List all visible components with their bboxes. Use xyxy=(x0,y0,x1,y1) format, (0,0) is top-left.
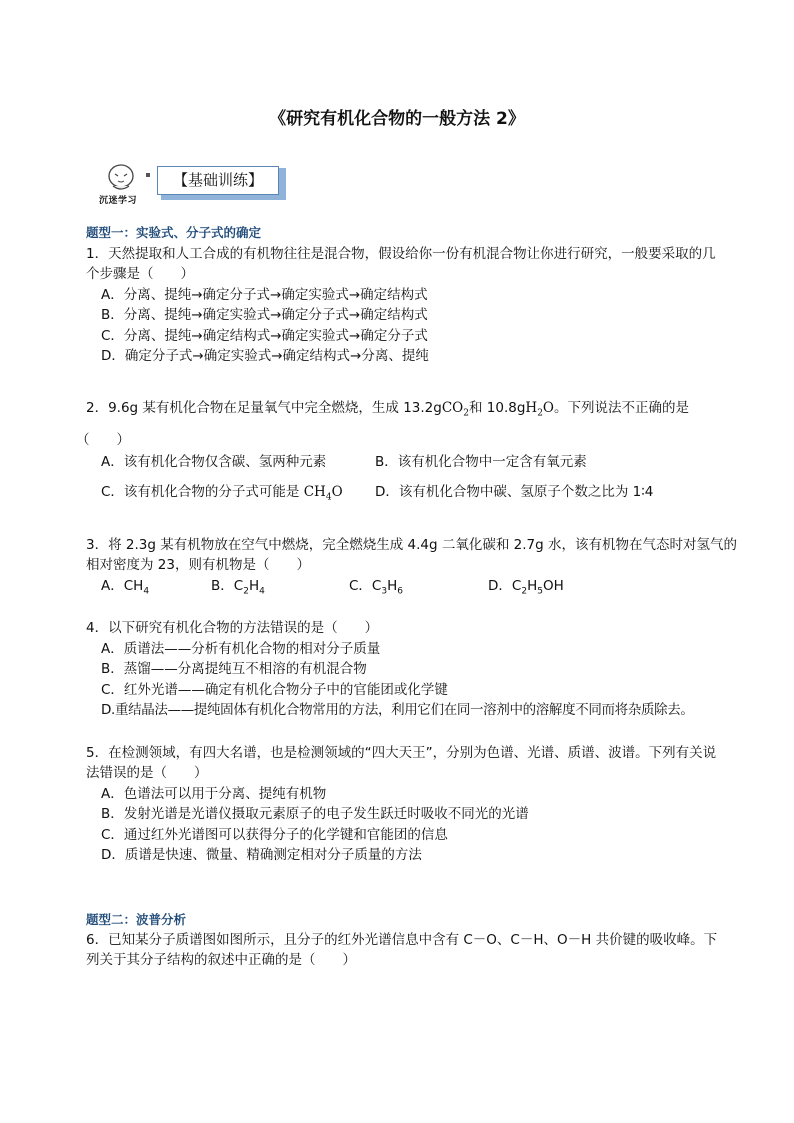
separator-dot xyxy=(146,173,150,177)
q5-stem-line2: 法错误的是（ ） xyxy=(86,765,208,781)
q2-stem xyxy=(86,398,689,424)
mascot-label: 沉迷学习 xyxy=(99,196,138,206)
q5-option-a: A．色谱法可以用于分离、提纯有机物 xyxy=(101,786,327,802)
section-heading-2: 题型二：波普分析 xyxy=(86,912,187,927)
q1-option-a: A．分离、提纯→确定分子式→确定实验式→确定结构式 xyxy=(101,287,428,303)
q2-stem-part1: 2．9.6g 某有机化合物在足量氧气中完全燃烧，生成 13.2g xyxy=(86,400,442,416)
q4-option-c: C．红外光谱——确定有机化合物分子中的官能团或化学键 xyxy=(101,682,448,698)
q3-option-b: B．$C_2H_4$ xyxy=(211,578,265,597)
q3-option-c: C．$C_3H_6$ xyxy=(349,578,403,597)
q3-option-d: D．$C_2H_5OH$ xyxy=(488,578,564,597)
mascot-icon xyxy=(104,162,138,192)
q4-option-b: B．蒸馏——分离提纯互不相溶的有机混合物 xyxy=(101,661,367,677)
q5-stem-line1: 5．在检测领域，有四大名谱，也是检测领域的“四大天王”，分别为色谱、光谱、质谱、波谱。下列有关说 xyxy=(86,745,717,761)
q4-stem: 4．以下研究有机化合物的方法错误的是（ ） xyxy=(86,620,379,636)
q1-option-c: C．分离、提纯→确定结构式→确定实验式→确定分子式 xyxy=(101,328,428,344)
page-title: 《研究有机化合物的一般方法 2》 xyxy=(269,109,525,129)
q6-stem-line2: 列关于其分子结构的叙述中正确的是（ ） xyxy=(86,952,356,968)
q2-option-c: C．该有机化合物的分子式可能是 $CH_4O$ xyxy=(101,484,343,503)
q2-stem-part2: 和 10.8g xyxy=(468,400,526,416)
q2-stem-part3: 。下列说法不正确的是 xyxy=(554,400,689,416)
co2-formula: $CO_2$ xyxy=(441,400,469,419)
q6-stem-line1: 6．已知某分子质谱图如图所示，且分子的红外光谱信息中含有 C－O、C－H、O－H 共价键的吸收峰。下 xyxy=(86,932,718,948)
q4-option-a: A．质谱法——分析有机化合物的相对分子质量 xyxy=(101,641,381,657)
q3-stem-line2: 相对密度为 23，则有机物是（ ） xyxy=(86,557,310,573)
q2-option-a: A．该有机化合物仅含碳、氢两种元素 xyxy=(101,454,327,470)
q5-option-c: C．通过红外光谱图可以获得分子的化学键和官能团的信息 xyxy=(101,827,448,843)
q1-stem-line1: 1．天然提取和人工合成的有机物往往是混合物，假设给你一份有机混合物让你进行研究，一般要采取的几 xyxy=(86,246,716,262)
section-heading-1: 题型一：实验式、分子式的确定 xyxy=(86,225,262,240)
q2-answer-paren: （ ） xyxy=(76,432,130,448)
q1-option-d: D．确定分子式→确定实验式→确定结构式→分离、提纯 xyxy=(101,348,429,364)
q2-option-d: D．该有机化合物中碳、氢原子个数之比为 1∶4 xyxy=(375,484,654,500)
q1-option-b: B．分离、提纯→确定实验式→确定分子式→确定结构式 xyxy=(101,307,428,323)
q3-option-a: A．$CH_4$ xyxy=(101,578,150,597)
q2-option-b: B．该有机化合物中一定含有氧元素 xyxy=(375,454,587,470)
q5-option-d: D．质谱是快速、微量、精确测定相对分子质量的方法 xyxy=(101,847,422,863)
q5-option-b: B．发射光谱是光谱仪摄取元素原子的电子发生跃迁时吸收不同光的光谱 xyxy=(101,806,529,822)
section-banner: 【基础训练】 xyxy=(157,166,279,195)
ch4o-formula: $CH_4O$ xyxy=(303,484,343,503)
q3-stem-line1: 3．将 2.3g 某有机物放在空气中燃烧，完全燃烧生成 4.4g 二氧化碳和 2.7g 水，该有机物在气态时对氢气的 xyxy=(86,537,737,553)
q1-stem-line2: 个步骤是（ ） xyxy=(86,266,194,282)
q4-option-d: D.重结晶法——提纯固体有机化合物常用的方法，利用它们在同一溶剂中的溶解度不同而将杂质除去。 xyxy=(101,702,694,718)
h2o-formula: $H_2O$ xyxy=(525,400,554,419)
